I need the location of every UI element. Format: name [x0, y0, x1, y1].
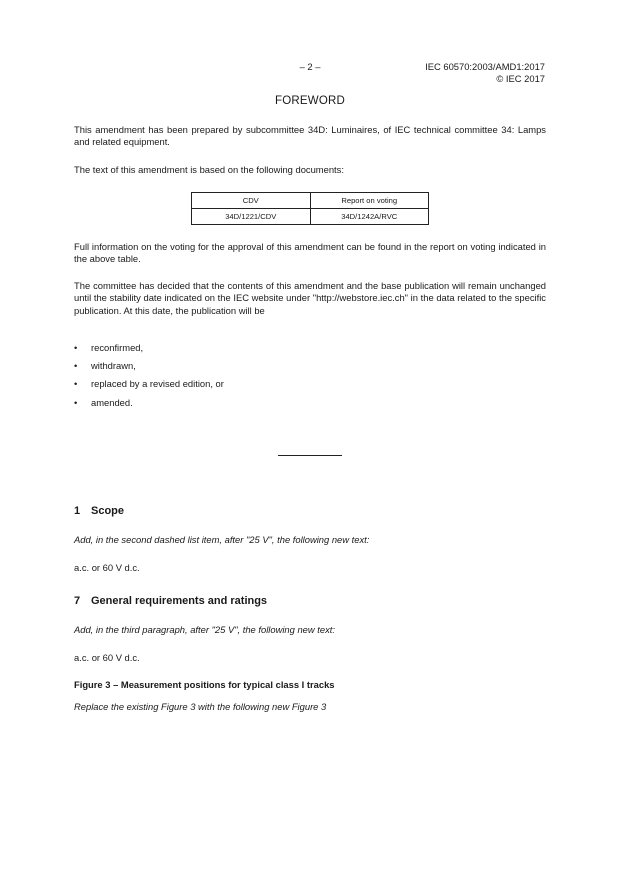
- section-7-instruction: Add, in the third paragraph, after "25 V", the following new text:: [74, 624, 335, 635]
- foreword-title: FOREWORD: [275, 95, 345, 107]
- figure-3-title: Figure 3 – Measurement positions for typical class I tracks: [74, 679, 335, 690]
- foreword-paragraph-2: The text of this amendment is based on the following documents:: [74, 164, 344, 175]
- bullet-glyph: •: [74, 360, 78, 372]
- bullet-glyph: •: [74, 378, 78, 390]
- table-cell: 34D/1242A/RVC: [310, 209, 429, 225]
- section-1-instruction: Add, in the second dashed list item, after "25 V", the following new text:: [74, 534, 370, 545]
- table-header-cell: CDV: [192, 193, 311, 209]
- list-item: [74, 339, 224, 357]
- table-row: [192, 209, 429, 225]
- list-item-text: replaced by a revised edition, or: [91, 378, 224, 390]
- figure-3-instruction: Replace the existing Figure 3 with the following new Figure 3: [74, 701, 327, 712]
- section-1-text: a.c. or 60 V d.c.: [74, 562, 140, 573]
- foreword-paragraph-4: The committee has decided that the contents of this amendment and the base publication will remain unchanged until the stability date indicated on the IEC website under "http://webstore.iec.ch" in the data related to the specific publication. At this date, the publication will be: [74, 280, 546, 316]
- table-header-row: [192, 193, 429, 209]
- list-item: [74, 394, 224, 412]
- section-7-text: a.c. or 60 V d.c.: [74, 652, 140, 663]
- table-cell: 34D/1221/CDV: [192, 209, 311, 225]
- bullet-glyph: •: [74, 396, 78, 408]
- document-header: [425, 61, 545, 84]
- bullet-glyph: •: [74, 342, 78, 353]
- publication-options-list: [74, 339, 224, 412]
- list-item-text: amended.: [91, 396, 133, 408]
- section-number: 1: [74, 505, 81, 517]
- section-number: 7: [74, 595, 81, 607]
- voting-documents-table: [191, 192, 429, 225]
- section-1-heading: [74, 505, 124, 517]
- list-item: [74, 375, 224, 393]
- list-item-text: reconfirmed,: [91, 342, 144, 353]
- section-title: General requirements and ratings: [91, 595, 268, 607]
- list-item-text: withdrawn,: [91, 360, 136, 372]
- standard-id: IEC 60570:2003/AMD1:2017: [425, 61, 545, 72]
- foreword-paragraph-3: Full information on the voting for the approval of this amendment can be found in the report on voting indicated in the above table.: [74, 241, 546, 265]
- list-item: [74, 357, 224, 375]
- section-title: Scope: [91, 505, 125, 517]
- copyright: © IEC 2017: [496, 72, 545, 84]
- section-7-heading: [74, 595, 267, 607]
- page-number: – 2 –: [299, 61, 321, 72]
- foreword-paragraph-1: This amendment has been prepared by subcommittee 34D: Luminaires, of IEC technical committee 34: Lamps and related equipment.: [74, 124, 546, 148]
- section-divider: [278, 455, 342, 456]
- table-header-cell: Report on voting: [310, 193, 429, 209]
